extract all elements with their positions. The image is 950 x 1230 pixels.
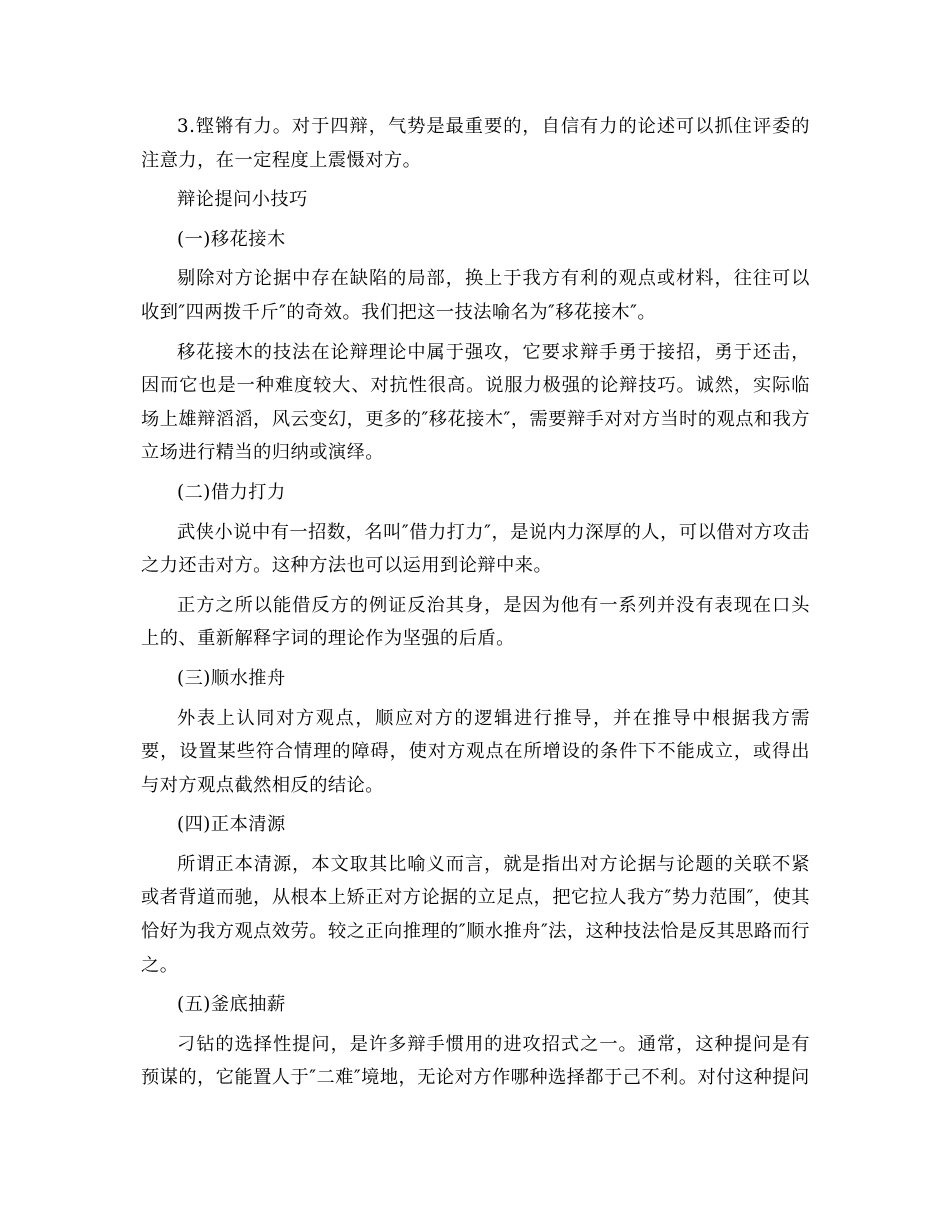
subheading-2: (二)借力打力	[177, 481, 286, 503]
paragraph-2a: 武侠小说中有一招数，名叫″借力打力″，是说内力深厚的人，可以借对方攻击之力还击对方。这种方法也可以运用到论辩中来。	[141, 521, 810, 577]
section-title-question-tips: 辩论提问小技巧	[177, 189, 308, 211]
subheading-3: (三)顺水推舟	[177, 667, 286, 689]
subheading-5: (五)釜底抽薪	[177, 994, 286, 1016]
subheading-4: (四)正本清源	[177, 814, 286, 836]
paragraph-1a: 剔除对方论据中存在缺陷的局部，换上于我方有利的观点或材料，往往可以收到″四两拨千斤″的奇效。我们把这一技法喻名为″移花接木″。	[141, 268, 810, 323]
paragraph-3a: 外表上认同对方观点，顺应对方的逻辑进行推导，并在推导中根据我方需要，设置某些符合情理的障碍，使对方观点在所增设的条件下不能成立，或得出与对方观点截然相反的结论。	[141, 707, 810, 796]
paragraph-1b: 移花接木的技法在论辩理论中属于强攻，它要求辩手勇于接招，勇于还击，因而它也是一种难度较大、对抗性很高。说服力极强的论辩技巧。诚然，实际临场上雄辩滔滔，风云变幻，更多的″移花接木″，需要辩手对对方当时的观点和我方立场进行精当的归纳或演绎。	[141, 341, 810, 464]
subheading-1: (一)移花接木	[177, 228, 286, 250]
paragraph-5a: 刁钻的选择性提问，是许多辩手惯用的进攻招式之一。通常，这种提问是有预谋的，它能置人于″二难″境地，无论对方作哪种选择都于己不利。对付这种提问	[141, 1033, 810, 1089]
paragraph-four-debater-closing: 3.铿锵有力。对于四辩，气势是最重要的，自信有力的论述可以抓住评委的注意力，在一定程度上震慑对方。	[141, 116, 810, 171]
paragraph-4a: 所谓正本清源，本文取其比喻义而言，就是指出对方论据与论题的关联不紧或者背道而驰，从根本上矫正对方论据的立足点，把它拉人我方″势力范围″，使其恰好为我方观点效劳。较之正向推理的″顺水推舟″法，这种技法恰是反其思路而行之。	[141, 853, 810, 976]
paragraph-2b: 正方之所以能借反方的例证反治其身，是因为他有一系列并没有表现在口头上的、重新解释字词的理论作为坚强的后盾。	[141, 594, 810, 650]
